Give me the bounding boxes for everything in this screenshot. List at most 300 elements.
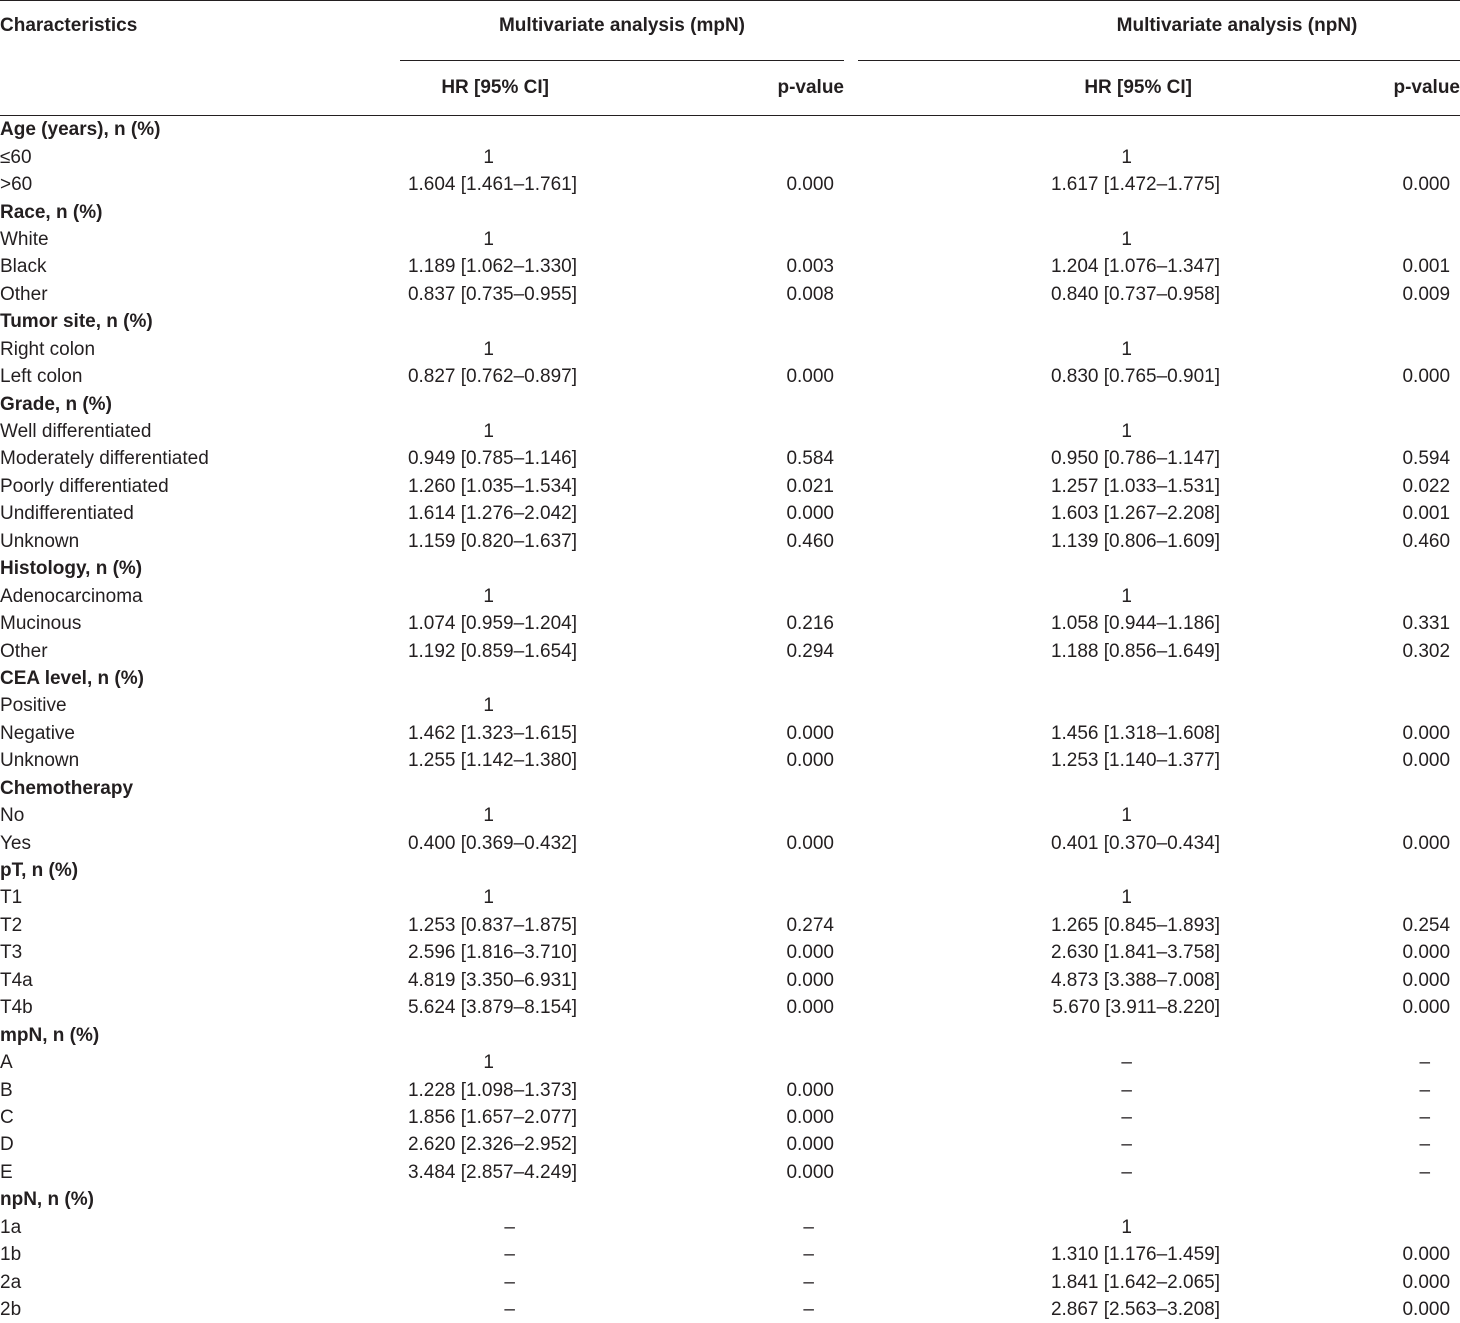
p-value-mpn (607, 1049, 844, 1076)
p-value-mpn (607, 720, 844, 747)
p-value-mpn (607, 171, 844, 198)
column-gap (844, 500, 1014, 527)
hr-ci-npn-text: 0.830 [0.765–0.901] (1051, 366, 1220, 387)
p-value-npn (1224, 528, 1460, 555)
p-value-mpn-text: 0.000 (786, 174, 834, 195)
hr-ci-npn (1014, 1131, 1224, 1158)
table-row (0, 967, 1460, 994)
row-label: T4a (0, 967, 370, 994)
row-label: >60 (0, 171, 370, 198)
p-value-npn-text: – (1419, 1080, 1450, 1101)
column-gap (844, 1214, 1014, 1241)
hr-ci-mpn-text: 3.484 [2.857–4.249] (408, 1162, 577, 1183)
hr-ci-npn-text: 1 (1121, 805, 1224, 826)
hr-ci-mpn (370, 1296, 607, 1323)
hr-ci-mpn (370, 1049, 607, 1076)
hr-ci-npn (1014, 802, 1224, 829)
row-label: ≤60 (0, 143, 370, 170)
hr-ci-npn (1014, 939, 1224, 966)
hr-ci-mpn-text: 1.192 [0.859–1.654] (408, 641, 577, 662)
p-value-npn-text: 0.000 (1402, 1299, 1450, 1320)
hr-ci-mpn (370, 253, 607, 280)
table-row (0, 418, 1460, 445)
p-value-mpn (607, 1296, 844, 1323)
section-label: CEA level, n (%) (0, 665, 1460, 692)
hr-ci-mpn (370, 1104, 607, 1131)
section-label: Tumor site, n (%) (0, 308, 1460, 335)
hr-ci-npn (1014, 829, 1224, 856)
hr-ci-npn-text: 0.840 [0.737–0.958] (1051, 284, 1220, 305)
hr-ci-mpn-text: – (504, 1217, 607, 1238)
column-gap (844, 829, 1014, 856)
p-value-npn-text: – (1419, 1052, 1450, 1073)
p-value-npn (1224, 582, 1460, 609)
p-value-npn-text: 0.000 (1402, 366, 1450, 387)
table-row (0, 720, 1460, 747)
row-label: Unknown (0, 528, 370, 555)
table-row (0, 1296, 1460, 1323)
hr-ci-mpn (370, 528, 607, 555)
p-value-npn (1224, 1241, 1460, 1268)
hr-ci-mpn (370, 692, 607, 719)
hr-ci-mpn (370, 171, 607, 198)
hr-ci-npn-text: 1.841 [1.642–2.065] (1051, 1272, 1220, 1293)
row-label: 1a (0, 1214, 370, 1241)
hr-ci-mpn-text: 0.400 [0.369–0.432] (408, 833, 577, 854)
p-value-mpn (607, 1104, 844, 1131)
p-value-mpn-text: – (803, 1244, 834, 1265)
table-row (0, 1159, 1460, 1186)
hr-ci-npn-text: 1.456 [1.318–1.608] (1051, 723, 1220, 744)
column-gap (844, 1104, 1014, 1131)
hr-ci-npn (1014, 363, 1224, 390)
table-row (0, 802, 1460, 829)
table-row (0, 143, 1460, 170)
hr-ci-mpn (370, 637, 607, 664)
hr-ci-mpn-text: – (504, 1272, 607, 1293)
row-label: Unknown (0, 747, 370, 774)
hr-ci-npn-text: 1 (1121, 1217, 1224, 1238)
p-value-npn (1224, 500, 1460, 527)
hr-ci-mpn-text: 1 (483, 695, 607, 716)
hr-ci-npn (1014, 253, 1224, 280)
p-value-mpn (607, 967, 844, 994)
p-value-mpn-text: 0.274 (786, 915, 834, 936)
column-gap (844, 171, 1014, 198)
p-value-mpn (607, 281, 844, 308)
hr-ci-npn-text: 1.204 [1.076–1.347] (1051, 256, 1220, 277)
hr-ci-mpn (370, 1159, 607, 1186)
hr-ci-npn (1014, 143, 1224, 170)
hr-ci-mpn (370, 226, 607, 253)
p-value-npn-text: 0.331 (1402, 613, 1450, 634)
p-value-npn (1224, 829, 1460, 856)
hr-ci-mpn (370, 473, 607, 500)
p-value-mpn (607, 637, 844, 664)
hr-ci-npn-text: 0.950 [0.786–1.147] (1051, 448, 1220, 469)
hr-ci-mpn (370, 1268, 607, 1295)
table-row (0, 500, 1460, 527)
p-value-mpn (607, 336, 844, 363)
p-value-npn (1224, 912, 1460, 939)
column-gap (844, 637, 1014, 664)
hr-ci-npn-text: 1.265 [0.845–1.893] (1051, 915, 1220, 936)
p-value-mpn (607, 500, 844, 527)
table-row (0, 226, 1460, 253)
p-value-mpn-text: 0.000 (786, 1080, 834, 1101)
p-value-mpn (607, 582, 844, 609)
column-gap (844, 967, 1014, 994)
row-label: Well differentiated (0, 418, 370, 445)
hr-ci-npn-text: 1.058 [0.944–1.186] (1051, 613, 1220, 634)
section-row (0, 308, 1460, 335)
hr-ci-mpn (370, 1076, 607, 1103)
hr-ci-npn (1014, 1214, 1224, 1241)
hr-ci-mpn-text: 4.819 [3.350–6.931] (408, 970, 577, 991)
p-value-header-mpn: p-value (607, 61, 844, 116)
column-gap (844, 143, 1014, 170)
p-value-mpn-text: 0.000 (786, 503, 834, 524)
p-value-npn (1224, 1049, 1460, 1076)
hr-ci-npn-text: 1.310 [1.176–1.459] (1051, 1244, 1220, 1265)
hr-ci-npn-text: – (1121, 1052, 1224, 1073)
p-value-mpn (607, 473, 844, 500)
p-value-mpn (607, 418, 844, 445)
row-label: D (0, 1131, 370, 1158)
p-value-mpn-text: 0.000 (786, 1107, 834, 1128)
p-value-mpn (607, 1131, 844, 1158)
hr-ci-npn (1014, 637, 1224, 664)
hr-ci-mpn (370, 1214, 607, 1241)
hr-ci-mpn (370, 500, 607, 527)
hr-ci-header-mpn: HR [95% CI] (370, 61, 607, 116)
p-value-npn-text: 0.594 (1402, 448, 1450, 469)
row-label: E (0, 1159, 370, 1186)
row-label: Poorly differentiated (0, 473, 370, 500)
p-value-npn (1224, 445, 1460, 472)
p-value-npn (1224, 692, 1460, 719)
hr-ci-mpn-text: 1.189 [1.062–1.330] (408, 256, 577, 277)
hr-ci-npn-text: 5.670 [3.911–8.220] (1052, 997, 1220, 1018)
hr-ci-npn (1014, 1268, 1224, 1295)
hr-ci-mpn-text: 1 (483, 805, 607, 826)
row-label: 1b (0, 1241, 370, 1268)
p-value-npn (1224, 610, 1460, 637)
hr-ci-npn (1014, 226, 1224, 253)
hr-ci-npn-text: – (1121, 1080, 1224, 1101)
table-row (0, 1104, 1460, 1131)
hr-ci-header-npn: HR [95% CI] (1014, 61, 1224, 116)
p-value-npn-text: 0.000 (1402, 833, 1450, 854)
table-row (0, 582, 1460, 609)
hr-ci-npn (1014, 1104, 1224, 1131)
p-value-npn (1224, 226, 1460, 253)
hr-ci-npn-text: 1 (1121, 147, 1224, 168)
table-row (0, 994, 1460, 1021)
hr-ci-npn (1014, 1296, 1224, 1323)
hr-ci-mpn (370, 912, 607, 939)
p-value-npn-text: 0.000 (1402, 970, 1450, 991)
p-value-npn (1224, 418, 1460, 445)
row-label: 2b (0, 1296, 370, 1323)
p-value-npn (1224, 1104, 1460, 1131)
table-row (0, 1049, 1460, 1076)
column-gap (844, 802, 1014, 829)
hr-ci-npn-text: – (1121, 1107, 1224, 1128)
characteristics-header: Characteristics (0, 1, 370, 62)
section-row (0, 116, 1460, 144)
section-label: pT, n (%) (0, 857, 1460, 884)
npn-group-header: Multivariate analysis (npN) (1014, 1, 1460, 62)
column-gap (844, 912, 1014, 939)
table-row (0, 473, 1460, 500)
hr-ci-mpn-text: 1 (483, 339, 607, 360)
p-value-npn-text: 0.000 (1402, 997, 1450, 1018)
column-gap (844, 473, 1014, 500)
p-value-mpn (607, 528, 844, 555)
hr-ci-npn (1014, 1241, 1224, 1268)
table-row (0, 1131, 1460, 1158)
column-gap (844, 1296, 1014, 1323)
hr-ci-npn (1014, 418, 1224, 445)
section-row (0, 775, 1460, 802)
p-value-npn (1224, 1131, 1460, 1158)
hr-ci-mpn (370, 281, 607, 308)
p-value-npn-text: – (1419, 1107, 1450, 1128)
p-value-npn (1224, 1076, 1460, 1103)
p-value-mpn-text: 0.000 (786, 723, 834, 744)
hr-ci-npn (1014, 171, 1224, 198)
hr-ci-mpn (370, 967, 607, 994)
hr-ci-mpn (370, 610, 607, 637)
hr-ci-npn (1014, 1049, 1224, 1076)
p-value-npn-text: – (1419, 1134, 1450, 1155)
p-value-npn (1224, 171, 1460, 198)
column-gap (844, 336, 1014, 363)
row-label: Negative (0, 720, 370, 747)
p-value-npn (1224, 1159, 1460, 1186)
hr-ci-mpn (370, 829, 607, 856)
p-value-mpn-text: 0.000 (786, 970, 834, 991)
section-row (0, 857, 1460, 884)
p-value-npn-text: 0.009 (1402, 284, 1450, 305)
p-value-mpn-text: 0.000 (786, 833, 834, 854)
p-value-npn (1224, 1268, 1460, 1295)
hr-ci-mpn-text: 0.827 [0.762–0.897] (408, 366, 577, 387)
hr-ci-npn-text: 0.401 [0.370–0.434] (1051, 833, 1220, 854)
table-row (0, 445, 1460, 472)
p-value-mpn (607, 994, 844, 1021)
hr-ci-mpn (370, 363, 607, 390)
p-value-npn (1224, 1214, 1460, 1241)
p-value-npn (1224, 281, 1460, 308)
column-gap (844, 939, 1014, 966)
column-gap (844, 281, 1014, 308)
hr-ci-npn (1014, 610, 1224, 637)
section-label: npN, n (%) (0, 1186, 1460, 1213)
p-value-npn-text: 0.022 (1402, 476, 1450, 497)
p-value-mpn-text: 0.000 (786, 1162, 834, 1183)
section-row (0, 1186, 1460, 1213)
column-gap (844, 994, 1014, 1021)
hr-ci-mpn (370, 418, 607, 445)
row-label: T1 (0, 884, 370, 911)
p-value-mpn-text: 0.000 (786, 942, 834, 963)
p-value-npn (1224, 143, 1460, 170)
row-label: T2 (0, 912, 370, 939)
p-value-header-npn: p-value (1224, 61, 1460, 116)
row-label: 2a (0, 1268, 370, 1295)
hr-ci-npn-text: 1.139 [0.806–1.609] (1051, 531, 1220, 552)
p-value-npn-text: 0.000 (1402, 1272, 1450, 1293)
row-label: Adenocarcinoma (0, 582, 370, 609)
column-gap (844, 528, 1014, 555)
p-value-mpn (607, 1241, 844, 1268)
hr-ci-mpn-text: 1.255 [1.142–1.380] (408, 750, 577, 771)
p-value-npn (1224, 363, 1460, 390)
column-gap (844, 720, 1014, 747)
table-row (0, 1241, 1460, 1268)
p-value-npn (1224, 747, 1460, 774)
p-value-mpn-text: 0.000 (786, 750, 834, 771)
column-gap (844, 1076, 1014, 1103)
table-row (0, 939, 1460, 966)
p-value-npn-text: – (1419, 1162, 1450, 1183)
hr-ci-npn-text: 4.873 [3.388–7.008] (1051, 970, 1220, 991)
p-value-npn (1224, 253, 1460, 280)
p-value-mpn-text: 0.000 (786, 1134, 834, 1155)
hr-ci-mpn-text: 1.462 [1.323–1.615] (408, 723, 577, 744)
table-row (0, 1268, 1460, 1295)
p-value-mpn (607, 1076, 844, 1103)
hr-ci-mpn (370, 582, 607, 609)
p-value-mpn (607, 829, 844, 856)
table-row (0, 637, 1460, 664)
p-value-npn-text: 0.000 (1402, 942, 1450, 963)
row-label: Other (0, 281, 370, 308)
row-label: White (0, 226, 370, 253)
hr-ci-mpn-text: 1 (483, 1052, 607, 1073)
row-label: No (0, 802, 370, 829)
column-gap (844, 610, 1014, 637)
table-row (0, 336, 1460, 363)
hr-ci-npn (1014, 528, 1224, 555)
p-value-mpn-text: 0.460 (786, 531, 834, 552)
column-gap (844, 1049, 1014, 1076)
p-value-npn-text: 0.001 (1402, 256, 1450, 277)
section-row (0, 198, 1460, 225)
hr-ci-mpn-text: 1.253 [0.837–1.875] (408, 915, 577, 936)
p-value-mpn-text: 0.008 (786, 284, 834, 305)
table-row (0, 363, 1460, 390)
row-label: Moderately differentiated (0, 445, 370, 472)
column-gap (844, 1268, 1014, 1295)
p-value-npn-text: 0.000 (1402, 723, 1450, 744)
p-value-npn (1224, 1296, 1460, 1323)
hr-ci-mpn-text: 0.949 [0.785–1.146] (408, 448, 577, 469)
hr-ci-mpn-text: – (504, 1299, 607, 1320)
p-value-mpn (607, 1268, 844, 1295)
column-gap (844, 253, 1014, 280)
p-value-mpn (607, 363, 844, 390)
p-value-npn-text: 0.460 (1402, 531, 1450, 552)
p-value-npn-text: 0.000 (1402, 1244, 1450, 1265)
p-value-npn-text: 0.001 (1402, 503, 1450, 524)
row-label: Positive (0, 692, 370, 719)
hr-ci-npn-text: 1 (1121, 887, 1224, 908)
hr-ci-npn (1014, 884, 1224, 911)
p-value-mpn (607, 912, 844, 939)
hr-ci-mpn-text: – (504, 1244, 607, 1265)
table-body (0, 116, 1460, 1323)
hr-ci-mpn-text: 1.856 [1.657–2.077] (408, 1107, 577, 1128)
hr-ci-mpn (370, 802, 607, 829)
p-value-mpn (607, 747, 844, 774)
hr-ci-npn-text: 1 (1121, 339, 1224, 360)
hr-ci-npn (1014, 582, 1224, 609)
hr-ci-mpn-text: 2.596 [1.816–3.710] (408, 942, 577, 963)
hr-ci-mpn (370, 336, 607, 363)
hr-ci-mpn (370, 1241, 607, 1268)
table-row (0, 281, 1460, 308)
row-label: C (0, 1104, 370, 1131)
p-value-npn (1224, 939, 1460, 966)
hr-ci-mpn-text: 1.260 [1.035–1.534] (408, 476, 577, 497)
row-label: T4b (0, 994, 370, 1021)
hr-ci-npn-text: 1 (1121, 421, 1224, 442)
section-label: Chemotherapy (0, 775, 1460, 802)
row-label: Black (0, 253, 370, 280)
p-value-npn (1224, 994, 1460, 1021)
hr-ci-npn (1014, 1076, 1224, 1103)
p-value-mpn-text: 0.584 (786, 448, 834, 469)
p-value-mpn (607, 692, 844, 719)
column-gap (844, 418, 1014, 445)
p-value-npn (1224, 473, 1460, 500)
hr-ci-npn (1014, 967, 1224, 994)
hr-ci-mpn (370, 143, 607, 170)
row-label: A (0, 1049, 370, 1076)
hr-ci-npn-text: 1.253 [1.140–1.377] (1051, 750, 1220, 771)
column-gap (844, 1131, 1014, 1158)
table-row (0, 884, 1460, 911)
section-label: Race, n (%) (0, 198, 1460, 225)
row-label: T3 (0, 939, 370, 966)
hr-ci-npn (1014, 747, 1224, 774)
p-value-mpn-text: – (803, 1299, 834, 1320)
hr-ci-mpn-text: 1.074 [0.959–1.204] (408, 613, 577, 634)
hr-ci-npn-text: 2.630 [1.841–3.758] (1051, 942, 1220, 963)
column-gap (844, 884, 1014, 911)
column-gap (844, 1159, 1014, 1186)
p-value-mpn-text: 0.000 (786, 366, 834, 387)
row-label: Undifferentiated (0, 500, 370, 527)
hr-ci-npn (1014, 994, 1224, 1021)
row-label: Mucinous (0, 610, 370, 637)
table-row (0, 747, 1460, 774)
p-value-npn (1224, 637, 1460, 664)
p-value-mpn (607, 884, 844, 911)
table-row (0, 692, 1460, 719)
table-row (0, 1214, 1460, 1241)
section-row (0, 1021, 1460, 1048)
table-header (0, 1, 1460, 116)
table-row (0, 1076, 1460, 1103)
hr-ci-mpn (370, 1131, 607, 1158)
blank-subheader (0, 61, 370, 116)
hr-ci-npn (1014, 473, 1224, 500)
hr-ci-npn-text: 1.617 [1.472–1.775] (1051, 174, 1220, 195)
